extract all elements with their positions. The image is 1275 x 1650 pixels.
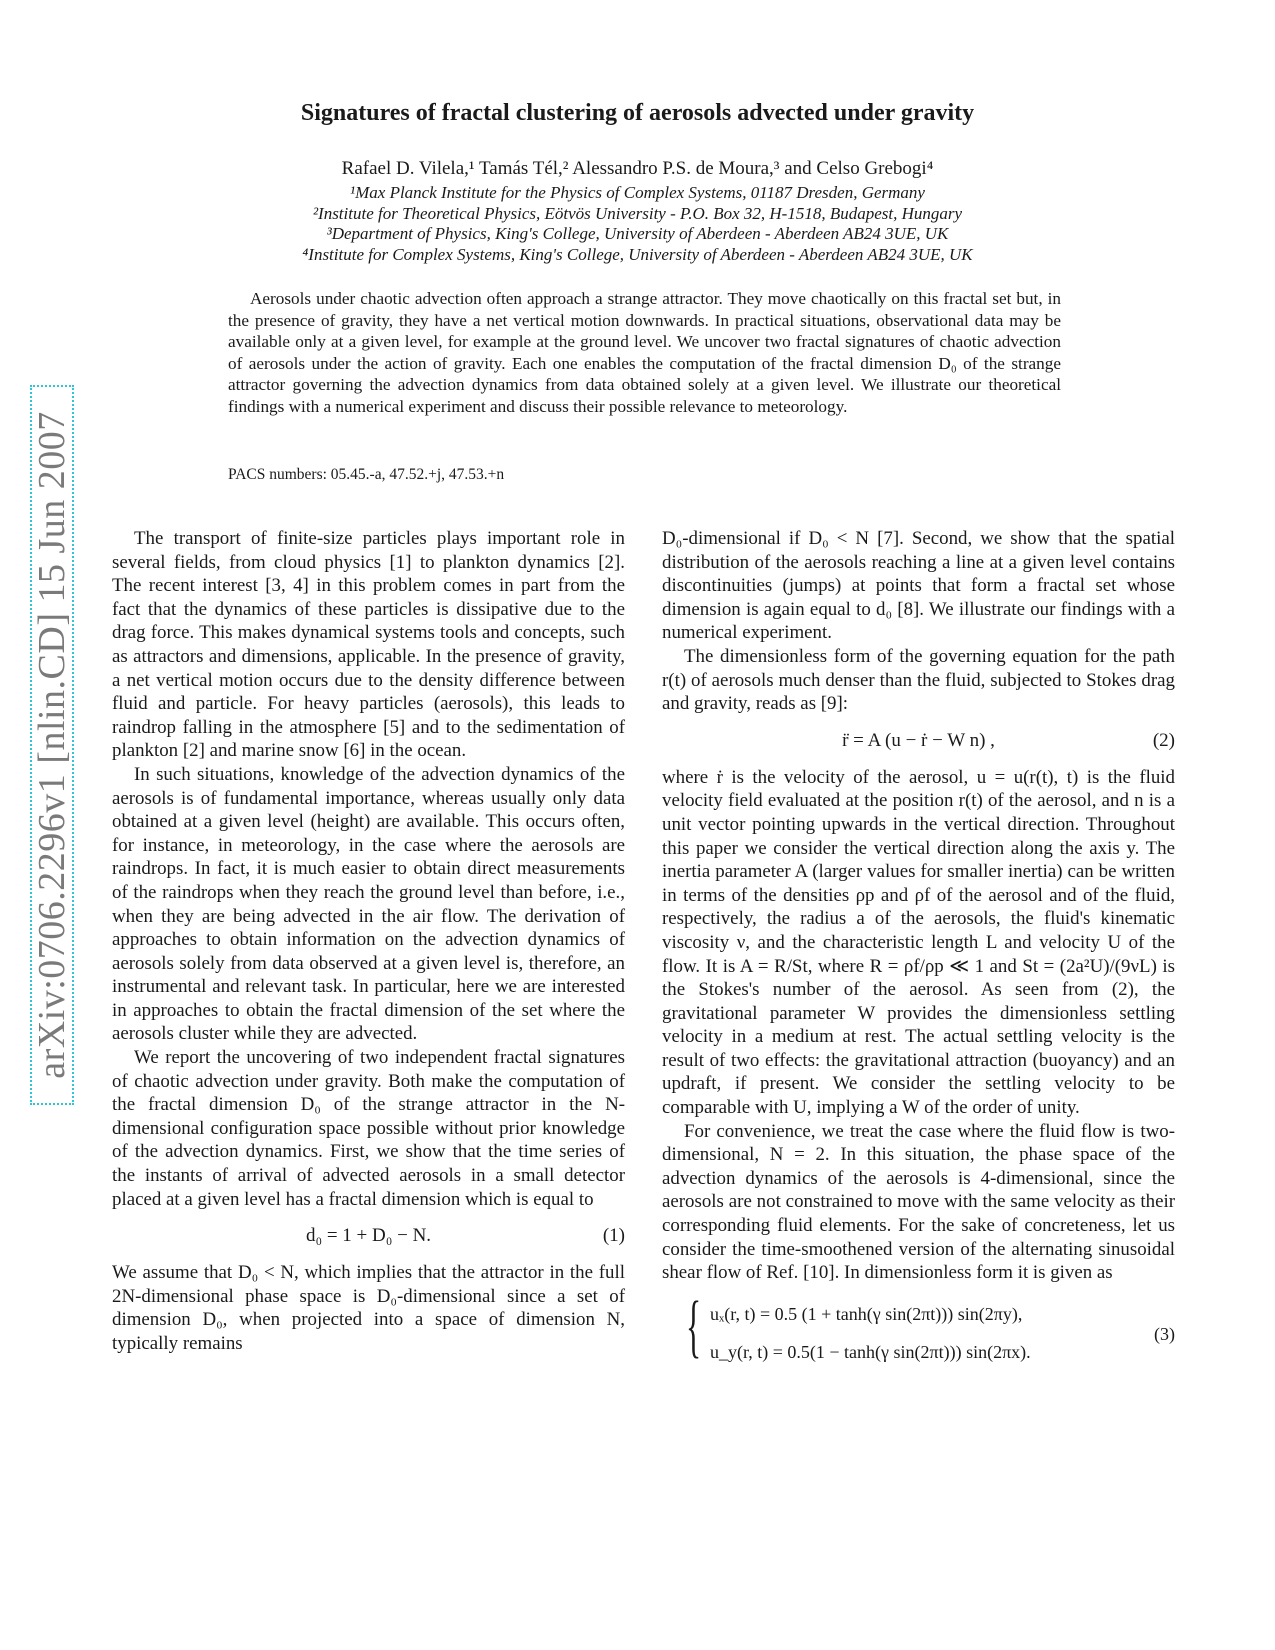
body-paragraph: For convenience, we treat the case where the fluid flow is two-dimensional, N = 2. In this situation, the phase space of the advection dynamics of the aerosols is 4-dimensional, since the aerosols are not constrained to move with the same velocity as their corresponding fluid elements. For the sake of concreteness, let us consider the time-smoothened version of the alternating sinusoidal shear flow of Ref. [10]. In dimensionless form it is given as bbox=[662, 1120, 1175, 1284]
affiliation-1: ¹Max Planck Institute for the Physics of Complex Systems, 01187 Dresden, Germany bbox=[350, 183, 925, 202]
body-paragraph: The dimensionless form of the governing equation for the path r(t) of aerosols much denser than the fluid, subjected to Stokes drag and gravity, reads as [9]: bbox=[662, 645, 1175, 715]
abstract: Aerosols under chaotic advection often approach a strange attractor. They move chaotically on this fractal set but, in the presence of gravity, they have a net vertical motion downwards. In practical situations, observational data may be available only at a given level, for example at the ground level. We uncover two fractal signatures of chaotic advection of aerosols under the action of gravity. Each one enables the computation of the fractal dimension D₀ of the strange attractor governing the advection dynamics from data obtained solely at a given level. We illustrate our theoretical findings with a numerical experiment and discuss their possible relevance to meteorology. bbox=[228, 289, 1061, 416]
arxiv-stamp-text: arXiv:0706.2296v1 [nlin.CD] 15 Jun 2007 bbox=[31, 411, 73, 1079]
affiliation-4: ⁴Institute for Complex Systems, King's College, University of Aberdeen - Aberdeen AB24 3UE, UK bbox=[302, 245, 973, 264]
body-paragraph: The transport of finite-size particles plays important role in several fields, from cloud physics [1] to plankton dynamics [2]. The recent interest [3, 4] in this problem comes in part from the fact that the dynamics of these particles is dissipative due to the drag force. This makes dynamical systems tools and concepts, such as attractors and dimensions, applicable. In the presence of gravity, a net vertical motion occurs due to the density difference between fluid and particle. For heavy particles (aerosols), this leads to raindrop falling in the atmosphere [5] and to the sedimentation of plankton [2] and marine snow [6] in the ocean. bbox=[112, 528, 625, 762]
equation-1 bbox=[112, 1211, 625, 1261]
equation-1-number: (1) bbox=[602, 1225, 625, 1247]
equation-1-body: d₀ = 1 + D₀ − N. bbox=[305, 1225, 432, 1247]
equation-3-line-1: uₓ(r, t) = 0.5 (1 + tanh(γ sin(2πt))) sin(2πy), bbox=[710, 1303, 1023, 1324]
paper-title: Signatures of fractal clustering of aerosols advected under gravity bbox=[300, 100, 975, 126]
left-column bbox=[112, 527, 625, 1356]
equation-2-body: r̈ = A (u − ṙ − W n) , bbox=[842, 729, 995, 751]
equation-3-brace: { bbox=[686, 1287, 702, 1365]
equation-3 bbox=[662, 1287, 1175, 1383]
affiliation-3: ³Department of Physics, King's College, University of Aberdeen - Aberdeen AB24 3UE, UK bbox=[326, 224, 949, 243]
author-list: Rafael D. Vilela,¹ Tamás Tél,² Alessandro P.S. de Moura,³ and Celso Grebogi⁴ bbox=[341, 158, 934, 179]
body-paragraph: We report the uncovering of two independent fractal signatures of chaotic advection under gravity. Both make the computation of the fractal dimension D₀ of the strange attractor in the N-dimensional configuration space possible without prior knowledge of the advection dynamics. First, we show that the time series of the instants of arrival of advected aerosols in a small detector placed at a given level has a fractal dimension which is equal to bbox=[112, 1047, 625, 1210]
body-paragraph: D₀-dimensional if D₀ < N [7]. Second, we show that the spatial distribution of the aerosols reaching a line at a given level contains discontinuities (jumps) at points that form a fractal set whose dimension is again equal to d₀ [8]. We illustrate our findings with a numerical experiment. bbox=[662, 528, 1175, 644]
equation-2 bbox=[662, 716, 1175, 766]
body-paragraph: In such situations, knowledge of the advection dynamics of the aerosols is of fundamental importance, whereas usually only data obtained at a given level (height) are available. This occurs often, for instance, in meteorology, in the case where the aerosols are raindrops. In fact, it is much easier to obtain direct measurements of the raindrops when they reach the ground level than before, i.e., when they are being advected in the air flow. The derivation of approaches to obtain information on the advection dynamics of aerosols solely from data observed at a given level is, therefore, an instrumental and relevant task. In particular, here we are interested in approaches to obtain the fractal dimension of the set where the aerosols cluster while they are advected. bbox=[112, 763, 625, 1045]
body-paragraph: where ṙ is the velocity of the aerosol, u = u(r(t), t) is the fluid velocity field evaluated at the position r(t) of the aerosol, and n is a unit vector pointing upwards in the vertical direction. Throughout this paper we consider the vertical direction along the axis y. The inertia parameter A (larger values for smaller inertia) can be written in terms of the densities ρp and ρf of the aerosol and of the fluid, respectively, the radius a of the aerosols, the fluid's kinematic viscosity ν, and the characteristic length L and velocity U of the flow. It is A = R/St, where R = ρf/ρp ≪ 1 and St = (2a²U)/(9νL) is the Stokes's number of the aerosol. As seen from (2), the gravitational parameter W provides the dimensionless settling velocity in a medium at rest. The actual settling velocity is the result of two effects: the gravitational attraction (buoyancy) and an updraft, if present. We consider the settling velocity to be comparable with U, implying a W of the order of unity. bbox=[662, 766, 1175, 1119]
equation-2-number: (2) bbox=[1152, 729, 1175, 751]
equation-3-line-2: u_y(r, t) = 0.5(1 − tanh(γ sin(2πt))) sin(2πx). bbox=[710, 1341, 1031, 1362]
affiliation-2: ²Institute for Theoretical Physics, Eötvös University - P.O. Box 32, H-1518, Budapest, Hungary bbox=[312, 204, 963, 223]
arxiv-stamp bbox=[30, 385, 74, 1105]
equation-3-number: (3) bbox=[1154, 1323, 1175, 1344]
pacs-numbers: PACS numbers: 05.45.-a, 47.52.+j, 47.53.+n bbox=[228, 466, 505, 483]
right-column bbox=[662, 527, 1175, 1383]
body-paragraph: We assume that D₀ < N, which implies that the attractor in the full 2N-dimensional phase space is D₀-dimensional since a set of dimension D₀, when projected into a space of dimension N, typically remains bbox=[112, 1262, 625, 1354]
